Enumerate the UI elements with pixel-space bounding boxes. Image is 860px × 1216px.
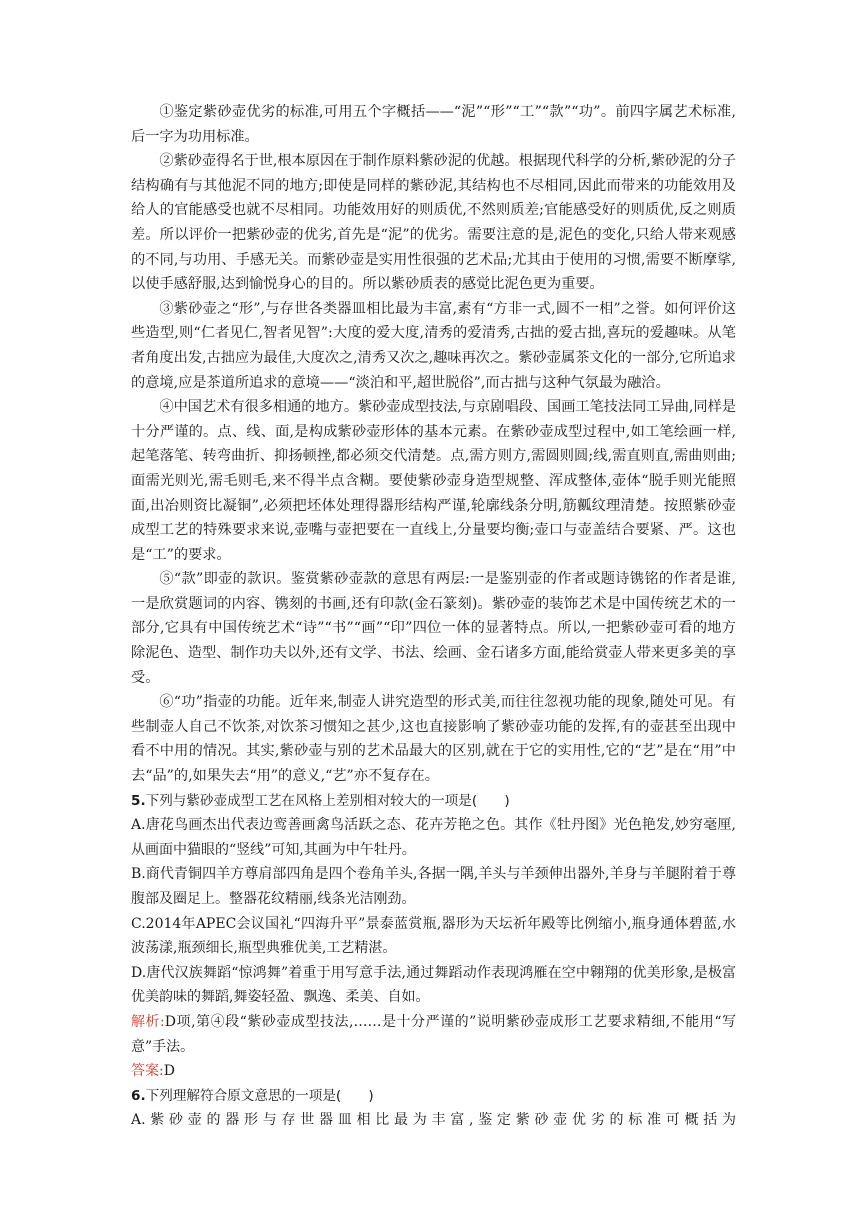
analysis-label: 解析: <box>131 1013 165 1030</box>
question-5-text: 下列与紫砂壶成型工艺在风格上差别相对较大的一项是( ) <box>145 792 510 809</box>
question-6-text: 下列理解符合原文意思的一项是( ) <box>145 1087 374 1104</box>
question-6-option-a: A.紫砂壶的器形与存世器皿相比最为丰富,鉴定紫砂壶优劣的标准可概括为 <box>131 1112 736 1129</box>
passage-paragraph-5: ⑤“款”即壶的款识。鉴赏紫砂壶款的意思有两层:一是鉴别壶的作者或题诗镌铭的作者是谁,一是欣赏题词的内容、镌刻的书画,还有印款(金石篆刻)。紫砂壶的装饰艺术是中国传统艺术的一部分,它具有中国传统艺术“诗”“书”“画”“印”四位一体的显著特点。所以,一把紫砂壶可看的地方除泥色、造型、制作功夫以外,还有文学、书法、绘画、金石诸多方面,能给赏壶人带来更多美的享受。 <box>131 571 736 686</box>
question-5-option-d: D.唐代汉族舞蹈“惊鸿舞”着重于用写意手法,通过舞蹈动作表现鸿雁在空中翱翔的优美形象,是极富优美韵味的舞蹈,舞姿轻盈、飘逸、柔美、自如。 <box>131 964 736 1006</box>
question-6-stem <box>131 1084 736 1109</box>
question-5-analysis <box>131 1010 736 1059</box>
document-page <box>131 100 736 1133</box>
question-5-option-c: C.2014年APEC会议国礼“四海升平”景泰蓝赏瓶,器形为天坛祈年殿等比例缩小,瓶身通体碧蓝,水波荡漾,瓶颈细长,瓶型典雅优美,工艺精湛。 <box>131 915 736 957</box>
passage-paragraph-4: ④中国艺术有很多相通的地方。紫砂壶成型技法,与京剧唱段、国画工笔技法同工异曲,同样是十分严谨的。点、线、面,是构成紫砂壶形体的基本元素。在紫砂壶成型过程中,如工笔绘画一样,起笔落笔、转弯曲折、抑扬顿挫,都必须交代清楚。点,需方则方,需圆则圆;线,需直则直,需曲则曲;面需光则光,需毛则毛,来不得半点含糊。要使紫砂壶身造型规整、浑成整体,壶体“脱手则光能照面,出冶则资比凝铜”,必须把坯体处理得器形结构严谨,轮廓线条分明,筋瓤纹理清楚。按照紫砂壶成型工艺的特殊要求来说,壶嘴与壶把要在一直线上,分量要均衡;壶口与壶盖结合要紧、严。这也是“工”的要求。 <box>131 399 736 563</box>
passage-paragraph-6: ⑥“功”指壶的功能。近年来,制壶人讲究造型的形式美,而往往忽视功能的现象,随处可见。有些制壶人自己不饮茶,对饮茶习惯知之甚少,这也直接影响了紫砂壶功能的发挥,有的壶甚至出现中看不中用的情况。其实,紫砂壶与别的艺术品最大的区别,就在于它的实用性,它的“艺”是在“用”中去“品”的,如果失去“用”的意义,“艺”亦不复存在。 <box>131 694 736 785</box>
answer-label: 答案: <box>131 1063 164 1080</box>
answer-value: D <box>163 1063 175 1080</box>
passage-paragraph-2: ②紫砂壶得名于世,根本原因在于制作原料紫砂泥的优越。根据现代科学的分析,紫砂泥的分子结构确有与其他泥不同的地方;即使是同样的紫砂泥,其结构也不尽相同,因此而带来的功能效用及给人的官能感受也就不尽相同。功能效用好的则质优,不然则质差;官能感受好的则质优,反之则质差。所以评价一把紫砂壶的优劣,首先是“泥”的优劣。需要注意的是,泥色的变化,只给人带来观感的不同,与功用、手感无关。而紫砂壶是实用性很强的艺术品;尤其由于使用的习惯,需要不断摩挲,以使手感舒服,达到愉悦身心的目的。所以紫砂质表的感觉比泥色更为重要。 <box>131 153 736 293</box>
question-5-answer <box>131 1059 736 1084</box>
question-5-option-b: B.商代青铜四羊方尊肩部四角是四个卷角羊头,各据一隅,羊头与羊颈伸出器外,羊身与羊腿附着于尊腹部及圈足上。整器花纹精丽,线条光洁刚劲。 <box>131 866 736 907</box>
passage-paragraph-1: ①鉴定紫砂壶优劣的标准,可用五个字概括——“泥”“形”“工”“款”“功”。前四字属艺术标准,后一字为功用标准。 <box>131 104 736 145</box>
question-5-option-a: A.唐花鸟画杰出代表边鸾善画禽鸟活跃之态、花卉芳艳之色。其作《牡丹图》光色艳发,妙穷毫厘,从画面中猫眼的“竖线”可知,其画为中午牡丹。 <box>131 817 736 858</box>
question-5-stem <box>131 789 736 814</box>
passage-paragraph-3: ③紫砂壶之“形”,与存世各类器皿相比最为丰富,素有“方非一式,圆不一相”之誉。如何评价这些造型,则“仁者见仁,智者见智”:大度的爱大度,清秀的爱清秀,古拙的爱古拙,喜玩的爱趣味。从笔者角度出发,古拙应为最佳,大度次之,清秀又次之,趣味再次之。紫砂壶属茶文化的一部分,它所追求的意境,应是茶道所追求的意境——“淡泊和平,超世脱俗”,而古拙与这种气氛最为融洽。 <box>131 300 736 391</box>
question-5-number: 5. <box>131 792 146 809</box>
question-6-number: 6. <box>131 1087 146 1104</box>
analysis-text: D项,第④段“紫砂壶成型技法,……是十分严谨的”说明紫砂壶成形工艺要求精细,不能用“写意”手法。 <box>131 1013 737 1055</box>
